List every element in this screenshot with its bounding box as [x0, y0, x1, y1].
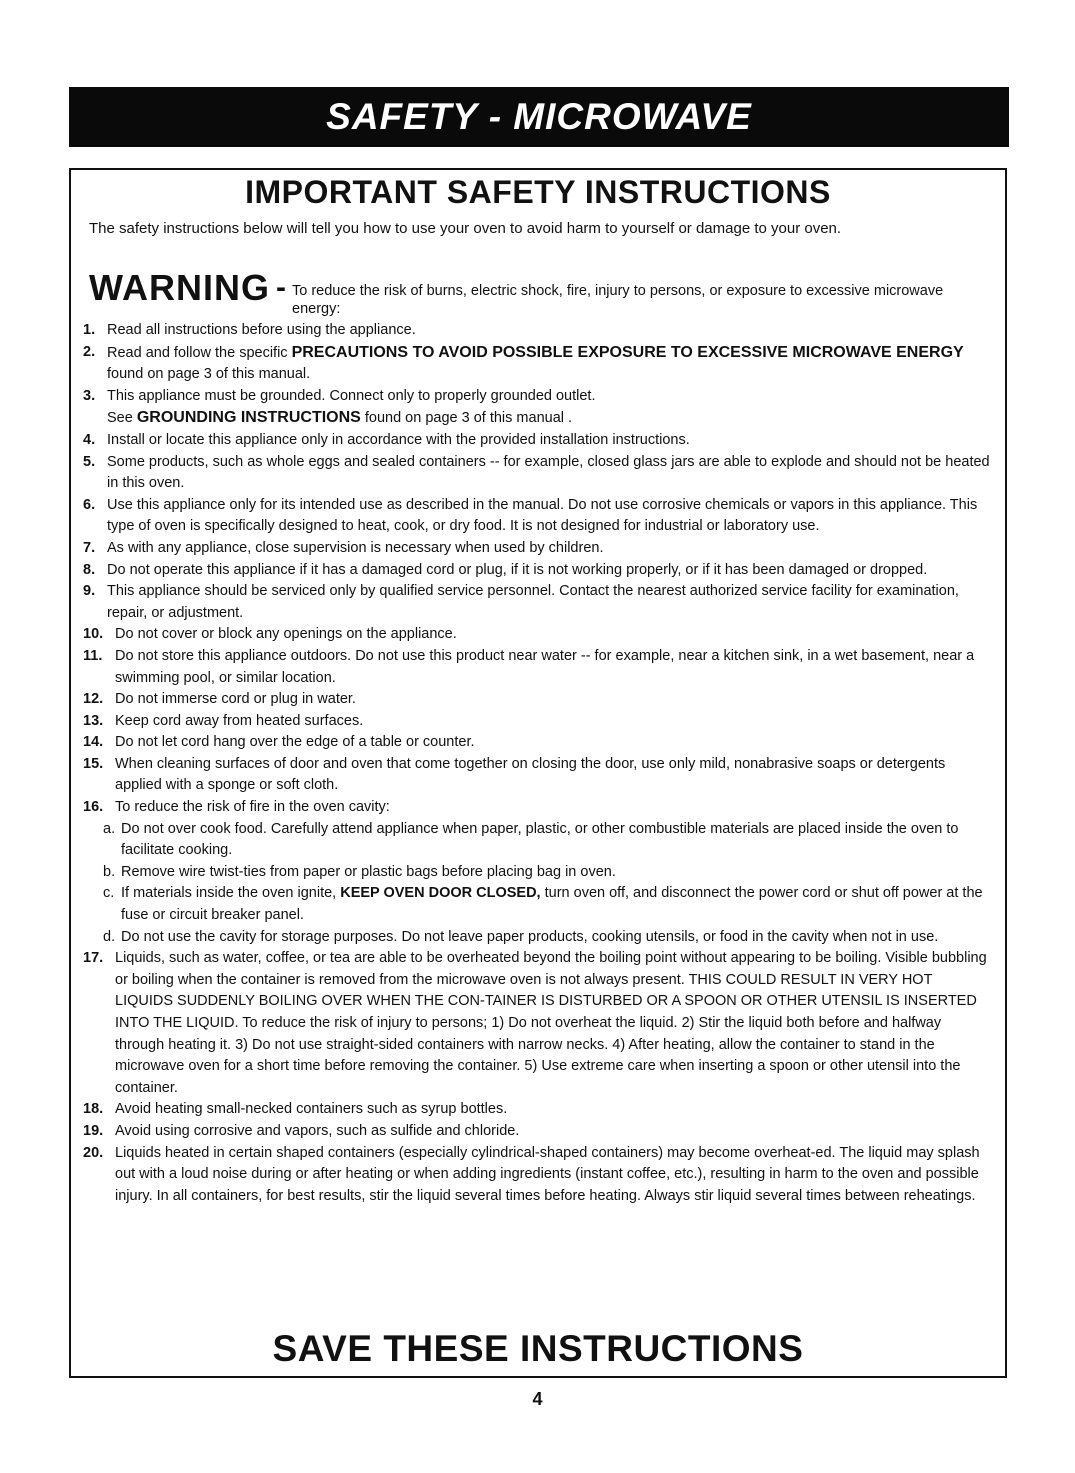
list-item: 12. Do not immerse cord or plug in water. [83, 691, 356, 708]
page-number: 4 [532, 1389, 543, 1409]
sub-item: d. Do not use the cavity for storage purposes. Do not leave paper products, cooking utensils, or food in the cavity when not in use. [103, 928, 939, 945]
warning-dash: - [276, 271, 286, 304]
banner-title: SAFETY - MICROWAVE [326, 96, 752, 137]
instruction-list [83, 320, 991, 1207]
list-item: 19. Avoid using corrosive and vapors, such as sulfide and chloride. [83, 1122, 520, 1139]
list-item: 18. Avoid heating small-necked containers such as syrup bottles. [83, 1101, 508, 1118]
intro-text: The safety instructions below will tell you how to use your oven to avoid harm to yourself or damage to your oven. [89, 220, 842, 237]
sub-item: c. If materials inside the oven ignite, KEEP OVEN DOOR CLOSED, turn oven off, and disconnect the power cord or shut off power at the fuse or circuit breaker panel. [103, 885, 983, 924]
list-item: 17. Liquids, such as water, coffee, or tea are able to be overheated beyond the boiling point without appearing to be boiling. Visible bubbling or boiling when the container is removed from the microwave oven is not always present. THIS COULD RESULT IN VERY HOT LIQUIDS SUDDENLY BOILING OVER WHEN THE CON-TAINER IS DISTURBED OR A SPOON OR OTHER UTENSIL IS INSERTED INTO THE LIQUID. To reduce the risk of injury to persons; 1) Do not overheat the liquid. 2) Stir the liquid both before and halfway through heating it. 3) Do not use straight-sided containers with narrow necks. 4) After heating, allow the container to stand in the microwave oven for a short time before removing the container. 5) Use extreme care when inserting a spoon or other utensil into the container. [83, 950, 987, 1096]
warning-word: WARNING [89, 267, 270, 308]
list-item: 16. To reduce the risk of fire in the oven cavity: [83, 799, 390, 816]
list-item: 5. Some products, such as whole eggs and sealed containers -- for example, closed glass jars are able to explode and should not be heated in this oven. [83, 453, 990, 492]
list-item: 11. Do not store this appliance outdoors. Do not use this product near water -- for example, near a kitchen sink, in a wet basement, near a swimming pool, or similar location. [83, 647, 975, 686]
list-item: 7. As with any appliance, close supervision is necessary when used by children. [83, 539, 604, 556]
section-banner [69, 87, 1009, 147]
page-heading: IMPORTANT SAFETY INSTRUCTIONS [245, 174, 831, 210]
list-item: 9. This appliance should be serviced only by qualified service personnel. Contact the nearest authorized service facility for examination, repair, or adjustment. [83, 583, 959, 621]
warning-block [89, 268, 989, 318]
save-instructions-heading: SAVE THESE INSTRUCTIONS [272, 1328, 804, 1369]
safety-instructions-box [69, 168, 1007, 1378]
sub-item: b. Remove wire twist-ties from paper or plastic bags before placing bag in oven. [103, 863, 616, 880]
warning-text: To reduce the risk of burns, electric shock, fire, injury to persons, or exposure to excessive microwave energy: [292, 283, 944, 317]
sub-item: a. Do not over cook food. Carefully attend appliance when paper, plastic, or other combustible materials are placed inside the oven to facilitate cooking. [103, 820, 959, 859]
list-item: 6. Use this appliance only for its intended use as described in the manual. Do not use corrosive chemicals or vapors in this appliance. This type of oven is specifically designed to heat, cook, or dry food. It is not designed for industrial or laboratory use. [83, 496, 978, 535]
list-item: 13. Keep cord away from heated surfaces. [83, 712, 364, 729]
list-item: 4. Install or locate this appliance only in accordance with the provided installation instructions. [83, 431, 690, 448]
list-item: 10. Do not cover or block any openings on the appliance. [83, 626, 457, 643]
list-item: 8. Do not operate this appliance if it has a damaged cord or plug, if it is not working properly, or if it has been damaged or dropped. [83, 561, 928, 578]
list-item: 14. Do not let cord hang over the edge of a table or counter. [83, 734, 475, 751]
list-item: 2. Read and follow the specific PRECAUTIONS TO AVOID POSSIBLE EXPOSURE TO EXCESSIVE MICROWAVE ENERGY found on page 3 of this manual. [83, 343, 964, 383]
list-item: 15. When cleaning surfaces of door and oven that come together on closing the door, use only mild, nonabrasive soaps or detergents applied with a sponge or soft cloth. [83, 755, 946, 794]
list-item: 1. Read all instructions before using the appliance. [83, 322, 416, 338]
list-item: 3. This appliance must be grounded. Connect only to properly grounded outlet. See GROUNDING INSTRUCTIONS found on page 3 of this manual . [83, 387, 596, 427]
list-item: 20. Liquids heated in certain shaped containers (especially cylindrical-shaped containers) may become overheat-ed. The liquid may splash out with a loud noise during or after heating or when adding ingredients (instant coffee, etc.), resulting in harm to the oven and possible injury. In all containers, for best results, stir the liquid several times before heating. Always stir liquid several times between reheatings. [83, 1144, 980, 1204]
